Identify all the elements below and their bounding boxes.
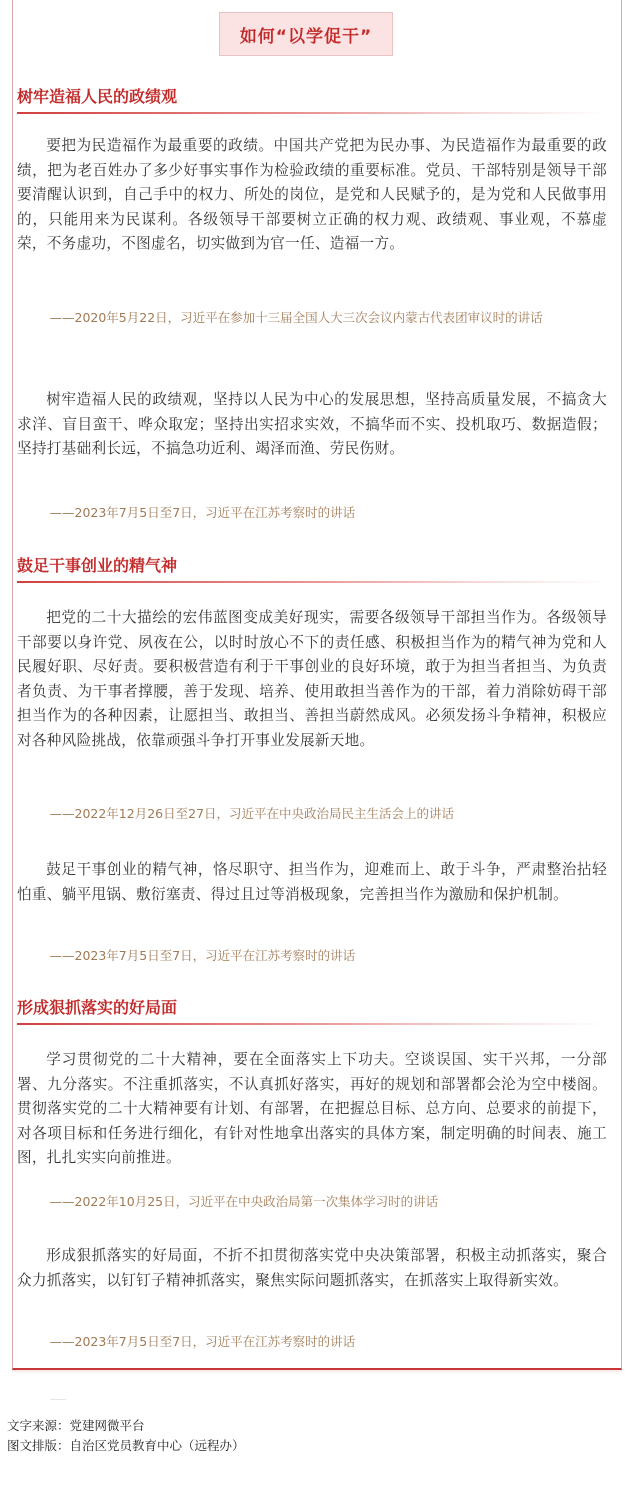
quote-text: 树牢造福人民的政绩观，坚持以人民为中心的发展思想，坚持高质量发展，不搞贪大求洋、盲目蛮干、哗众取宠；坚持出实招求实效，不搞华而不实、投机取巧、数据造假；坚持打基础利长远，不搞急功近利、竭泽而渔、劳民伤财。 — [17, 391, 607, 457]
page-title-box — [219, 12, 393, 56]
section-divider — [17, 112, 607, 114]
credits — [7, 1416, 245, 1455]
section-title: 形成狠抓落实的好局面 — [17, 998, 178, 1017]
section-divider — [17, 1023, 607, 1025]
section-heading-1 — [17, 84, 607, 114]
quote-text: 形成狠抓落实的好局面，不折不扣贯彻落实党中央决策部署，积极主动抓落实，聚合众力抓落实，以钉钉子精神抓落实，聚焦实际问题抓落实，在抓落实上取得新实效。 — [17, 1247, 607, 1289]
quote-source: ——2020年5月22日，习近平在参加十三届全国人大三次会议内蒙古代表团审议时的讲话 — [49, 310, 543, 325]
page-title: 如何“以学促干” — [239, 26, 373, 47]
layout-credit: 图文排版：自治区党员教育中心（远程办） — [7, 1437, 245, 1453]
quote-source: ——2022年10月25日，习近平在中央政治局第一次集体学习时的讲话 — [49, 1194, 439, 1209]
text-source-credit: 文字来源：党建网微平台 — [7, 1418, 145, 1433]
section-heading-2 — [17, 553, 607, 583]
quote-source: ——2023年7月5日至7日，习近平在江苏考察时的讲话 — [49, 1334, 356, 1349]
quote-source: ——2023年7月5日至7日，习近平在江苏考察时的讲话 — [49, 948, 356, 963]
quote-source: ——2023年7月5日至7日，习近平在江苏考察时的讲话 — [49, 505, 356, 520]
quote-text: 鼓足干事创业的精气神，恪尽职守、担当作为，迎难而上、敢于斗争，严肃整治拈轻怕重、躺平甩锅、敷衍塞责、得过且过等消极现象，完善担当作为激励和保护机制。 — [17, 861, 607, 903]
quote-source: ——2022年12月26日至27日，习近平在中央政治局民主生活会上的讲话 — [49, 806, 455, 821]
quote-text: 要把为民造福作为最重要的政绩。中国共产党把为民办事、为民造福作为最重要的政绩，把为老百姓办了多少好事实事作为检验政绩的重要标准。党员、干部特别是领导干部要清醒认识到，自己手中的权力、所处的岗位，是党和人民赋予的，是为党和人民做事用的，只能用来为民谋利。各级领导干部要树立正确的权力观、政绩观、事业观，不慕虚荣，不务虚功，不图虚名，切实做到为官一任、造福一方。 — [17, 137, 607, 252]
section-title: 鼓足干事创业的精气神 — [17, 556, 178, 575]
quote-text: 学习贯彻党的二十大精神，要在全面落实上下功夫。空谈误国、实干兴邦，一分部署、九分落实。不注重抓落实，不认真抓好落实，再好的规划和部署都会沦为空中楼阁。贯彻落实党的二十大精神要有计划、有部署，在把握总目标、总方向、总要求的前提下，对各项目标和任务进行细化，有针对性地拿出落实的具体方案，制定明确的时间表、施工图，扎扎实实向前推进。 — [17, 1051, 607, 1166]
section-title: 树牢造福人民的政绩观 — [17, 87, 178, 106]
section-heading-3 — [17, 995, 607, 1025]
divider — [50, 1399, 66, 1400]
quote-text: 把党的二十大描绘的宏伟蓝图变成美好现实，需要各级领导干部担当作为。各级领导干部要以身许党、夙夜在公，以时时放心不下的责任感、积极担当作为的精气神为党和人民履好职、尽好责。要积极营造有利于干事创业的良好环境，敢于为担当者担当、为负责者负责、为干事者撑腰，善于发现、培养、使用敢担当善作为的干部，着力消除妨碍干部担当作为的各种因素，让愿担当、敢担当、善担当蔚然成风。必须发扬斗争精神，积极应对各种风险挑战，依靠顽强斗争打开事业发展新天地。 — [17, 609, 607, 749]
section-divider — [17, 581, 607, 583]
